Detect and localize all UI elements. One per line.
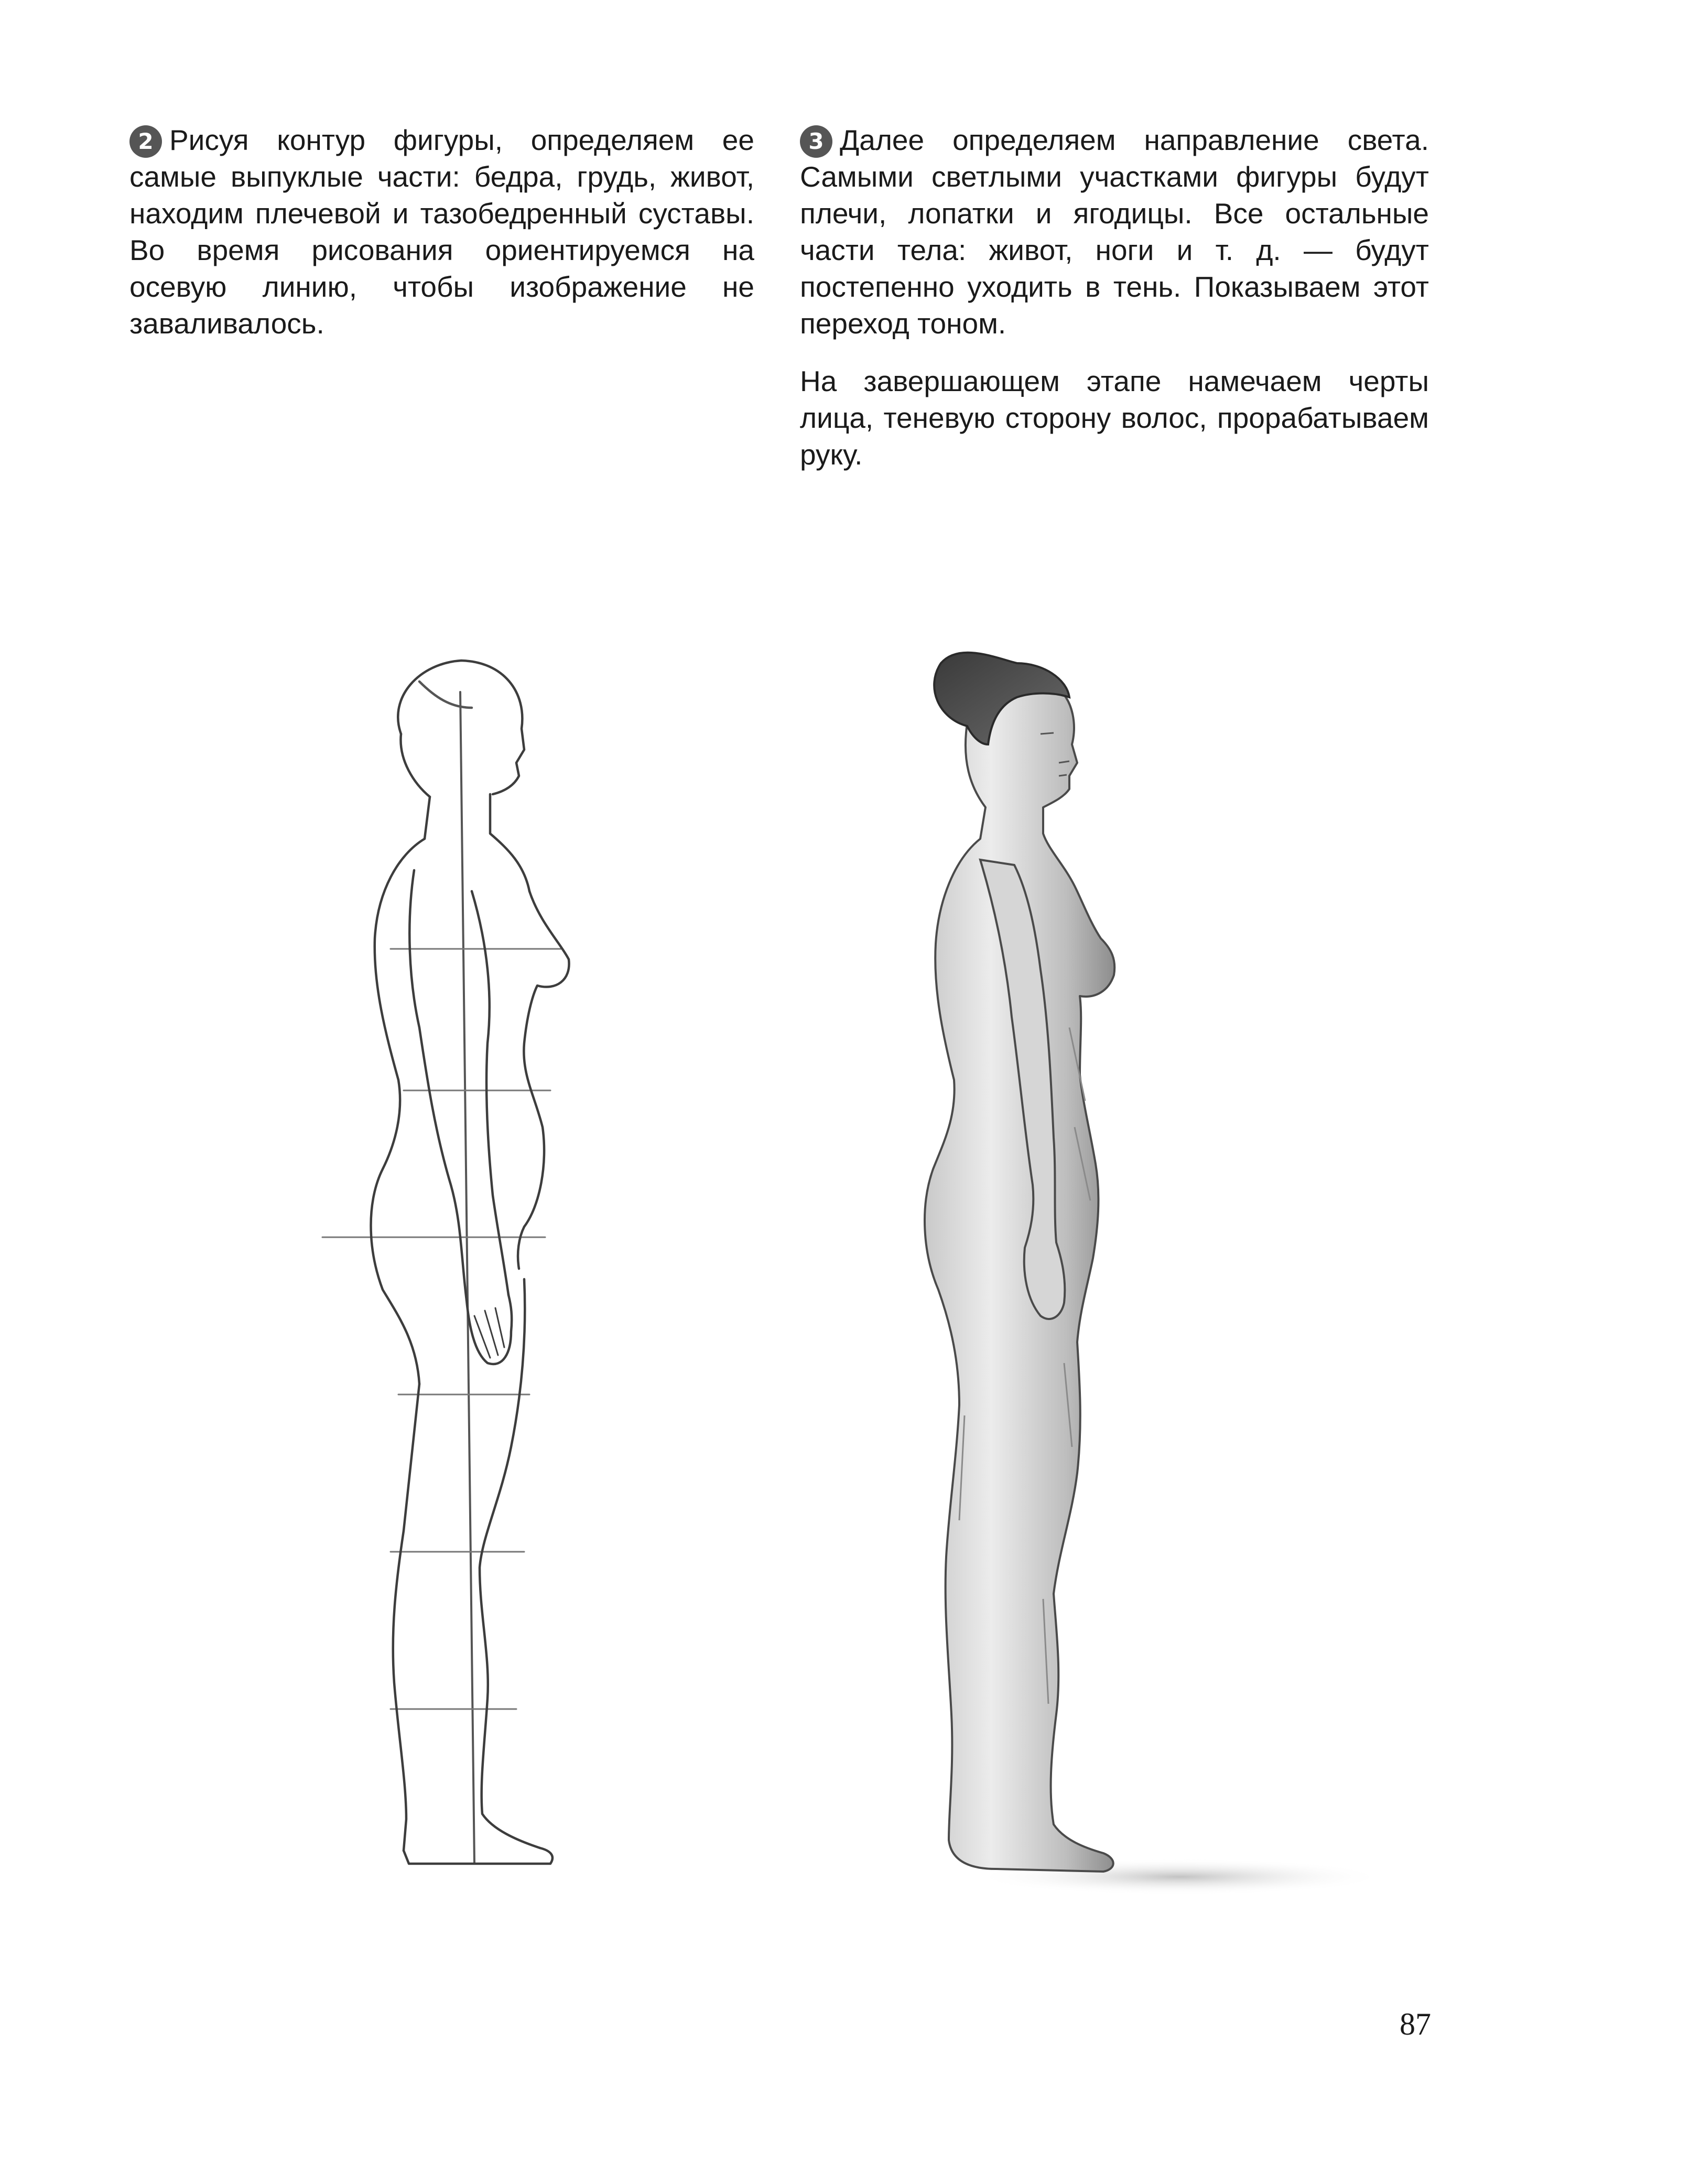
page-number: 87 xyxy=(1400,2007,1431,2041)
axis-line xyxy=(460,692,474,1864)
sketch-front xyxy=(518,891,569,1269)
sketch-leg-back xyxy=(393,1384,419,1851)
step-2-text: Рисуя контур фигуры, определяем ее самые выпуклые части: бедра, грудь, живот, находим плечевой и тазобедренный суставы. Во время рисования ориентируемся на осевую линию, чтобы изображение не заваливалось. xyxy=(129,124,754,340)
sketch-back xyxy=(371,839,425,1384)
shaded-body xyxy=(925,682,1114,1872)
sketch-arm xyxy=(409,870,467,1300)
step-3-badge: 3 xyxy=(800,125,832,158)
step-2-badge: 2 xyxy=(129,125,162,158)
shaded-figure xyxy=(925,653,1384,1895)
sketch-neck xyxy=(425,797,430,839)
step-3-text: Далее определяем направление света. Самыми светлыми участками фигуры будут плечи, лопатки и ягодицы. Все остальные части тела: живот, ноги и т. д. — будут постепенно уходить в тень. Показываем этот переход тоном. xyxy=(800,124,1429,340)
sketch-foot xyxy=(404,1848,552,1864)
step-3-paragraph-2: На завершающем этапе намечаем черты лица, теневую сторону волос, прорабатываем руку. xyxy=(800,365,1429,471)
construction-sketch-figure xyxy=(322,661,569,1864)
